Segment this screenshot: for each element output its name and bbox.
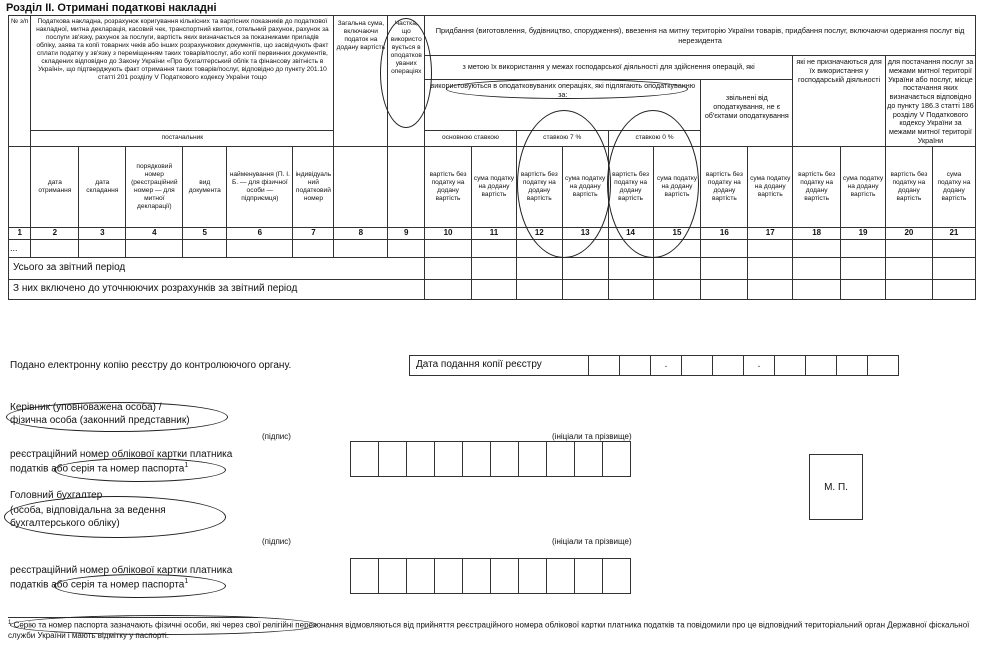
data-cell[interactable] (472, 239, 517, 257)
data-cell[interactable] (388, 239, 425, 257)
header-value-rate7: вартість без податку на додану вартість (516, 146, 562, 227)
date-digit-cell[interactable] (589, 356, 620, 375)
data-cell[interactable] (334, 239, 388, 257)
header-vat-basic: сума податку на додану вартість (472, 146, 517, 227)
header-supplier: постачальник (31, 130, 334, 146)
total-cell[interactable] (608, 257, 653, 279)
total-label: Усього за звітний період (9, 257, 425, 279)
chief-reg-number-boxes[interactable] (350, 558, 630, 594)
included-cell[interactable] (701, 279, 748, 299)
data-cell[interactable] (841, 239, 886, 257)
chief-label-line3: бухгалтерського обліку) (10, 518, 120, 529)
spacer-cell (334, 146, 388, 227)
head-label-line2: фізична особа (законний представник) (10, 415, 190, 426)
date-digit-cell[interactable] (713, 356, 744, 375)
date-digit-cell[interactable] (775, 356, 806, 375)
included-cell[interactable] (793, 279, 841, 299)
head-reg-line1: реєстраційний номер облікової картки платника (10, 449, 233, 460)
data-cell[interactable] (562, 239, 608, 257)
header-order-number: порядковий номер (реєстраційний номер — для митної декларації) (126, 146, 183, 227)
chief-signature-caption: (підпис) (262, 537, 291, 546)
column-number: 11 (472, 227, 517, 239)
header-value-rate0: вартість без податку на додану вартість (608, 146, 653, 227)
chief-label-line1: Головний бухгалтер (10, 490, 103, 501)
column-number: 18 (793, 227, 841, 239)
column-number: 3 (79, 227, 126, 239)
header-value-exempt: вартість без податку на додану вартість (701, 146, 748, 227)
total-cell[interactable] (516, 257, 562, 279)
register-table (8, 15, 976, 300)
data-cell[interactable] (885, 239, 932, 257)
head-signature-caption: (підпис) (262, 432, 291, 441)
date-digit-cell[interactable] (868, 356, 898, 375)
head-label-line1: Керівник (уповноважена особа) / (10, 402, 162, 413)
header-rate-7: ставкою 7 % (516, 130, 608, 146)
table-row (9, 239, 976, 257)
included-cell[interactable] (841, 279, 886, 299)
header-value-basic: вартість без податку на додану вартість (425, 146, 472, 227)
stamp-placeholder: М. П. (809, 454, 863, 520)
data-cell[interactable] (516, 239, 562, 257)
header-vat-rate0: сума податку на додану вартість (653, 146, 701, 227)
column-number: 1 (9, 227, 31, 239)
included-cell[interactable] (653, 279, 701, 299)
header-supplier-name: найменування (П. І. Б. — для фізичної особи — підприємця) (227, 146, 293, 227)
column-number: 19 (841, 227, 886, 239)
header-outside-territory: для постачання послуг за межами митної території України або послуг, місце постачання яких визначається відповідно до пункту 186.3 статті 186 розділу V Податкового кодексу України за межами митної території України (887, 57, 974, 146)
total-cell[interactable] (885, 257, 932, 279)
column-number: 8 (334, 227, 388, 239)
chief-initials-caption: (ініціали та прізвище) (552, 537, 632, 546)
included-cell[interactable] (748, 279, 793, 299)
header-supplier-ipn: індивідуальний податковий номер (293, 146, 334, 227)
header-document-description: Податкова накладна, розрахунок коригування кількісних та вартісних показників до податкової накладної, митна декларація, касовий чек, транспортний квиток, готельний рахунок, рахунок за послуги зв'язку, рахунок за послуги, вартість яких визначається за показниками приладів обліку, заява та копії товарних чеків або інших розрахункових документів, що засвідчують факт сплати податку у зв'язку з переміщенням таких товарів/послуг, або копії первинних документів, складених відповідно до Закону України «Про бухгалтерський облік та фінансову звітність в Україні», що підтверджують факт отримання таких товарів/послуг, відповідно до пункту 201.10 статті 201 розділу V Податкового кодексу України тощо (31, 16, 334, 131)
column-number: 20 (885, 227, 932, 239)
column-number: 5 (183, 227, 227, 239)
included-cell[interactable] (472, 279, 517, 299)
head-reg-line2: податків або серія та номер паспорта$^1$ (10, 462, 189, 475)
date-digit-cell[interactable] (620, 356, 651, 375)
column-number: 15 (653, 227, 701, 239)
header-num: № з/п (9, 16, 31, 147)
included-cell[interactable] (608, 279, 653, 299)
header-taxable-operations: використовуються в оподатковуваних операціях, які підлягають оподаткуванню за: (425, 80, 701, 131)
column-number: 7 (293, 227, 334, 239)
date-separator: . (744, 356, 775, 375)
section-title: Розділ ІІ. Отримані податкові накладні (6, 2, 217, 14)
header-not-economic: які не призначаються для їх використання у господарській діяльності (793, 56, 886, 147)
header-economic-activity: з метою їх використання у межах господарської діяльності для здійснення операцій, які (425, 56, 793, 80)
total-cell[interactable] (932, 257, 975, 279)
header-rate-0: ставкою 0 % (608, 130, 701, 146)
column-number: 13 (562, 227, 608, 239)
data-cell[interactable] (183, 239, 227, 257)
data-cell[interactable] (932, 239, 975, 257)
header-value-outside: вартість без податку на додану вартість (885, 146, 932, 227)
header-exempt: звільнені від оподаткування, не є об'єктами оподаткування (701, 80, 793, 147)
data-cell[interactable] (748, 239, 793, 257)
footnote: $^1$ Серію та номер паспорта зазначають фізичні особи, які через свої релігійні переконання відмовляються від прийняття реєстраційного номера облікової картки платника податків та повідомили про це відповідний територіальний орган Державної фіскальної служби України і мають відмітку у паспорті. (8, 620, 970, 641)
header-basic-rate: основною ставкою (425, 130, 517, 146)
data-cell[interactable] (701, 239, 748, 257)
included-cell[interactable] (516, 279, 562, 299)
head-initials-caption: (ініціали та прізвище) (552, 432, 632, 441)
submission-date-field[interactable] (409, 355, 899, 376)
included-row (9, 279, 976, 299)
total-cell[interactable] (653, 257, 701, 279)
header-total-amount: Загальна сума, включаючи податок на додану вартість (334, 16, 388, 147)
data-cell[interactable] (31, 239, 79, 257)
header-purchase: Придбання (виготовлення, будівництво, спорудження), ввезення на митну територію України товарів, придбання послуг, включаючи одержання послуг від нерезидента (425, 16, 976, 56)
data-cell[interactable] (126, 239, 183, 257)
column-number: 6 (227, 227, 293, 239)
column-number: 12 (516, 227, 562, 239)
chief-reg-line1: реєстраційний номер облікової картки платника (10, 565, 233, 576)
submission-text: Подано електронну копію реєстру до контролюючого органу. (10, 360, 292, 371)
column-number: 16 (701, 227, 748, 239)
date-digit-cell[interactable] (837, 356, 868, 375)
data-cell[interactable] (425, 239, 472, 257)
header-vat-outside: сума податку на додану вартість (932, 146, 975, 227)
header-date-received: дата отримання (31, 146, 79, 227)
total-row (9, 257, 976, 279)
header-vat-not-economic: сума податку на додану вартість (841, 146, 886, 227)
total-cell[interactable] (841, 257, 886, 279)
date-separator: . (651, 356, 682, 375)
header-vat-exempt: сума податку на додану вартість (748, 146, 793, 227)
data-cell[interactable] (793, 239, 841, 257)
dots-cell: ... (9, 239, 31, 257)
total-cell[interactable] (748, 257, 793, 279)
total-cell[interactable] (562, 257, 608, 279)
chief-reg-line2: податків або серія та номер паспорта$^1$ (10, 578, 189, 591)
header-vat-rate7: сума податку на додану вартість (562, 146, 608, 227)
total-cell[interactable] (793, 257, 841, 279)
column-numbers-row (9, 227, 976, 239)
submission-date-label: Дата подання копії реєстру (410, 356, 589, 375)
spacer-cell (388, 146, 425, 227)
header-part-used: Частка, що використовується в оподатковуваних операціях (388, 16, 425, 147)
date-digit-cell[interactable] (806, 356, 837, 375)
header-doc-type: вид документа (183, 146, 227, 227)
highlight-ellipse (4, 496, 226, 538)
included-cell[interactable] (932, 279, 975, 299)
date-digit-cell[interactable] (682, 356, 713, 375)
chief-label-line2: (особа, відповідальна за ведення (10, 505, 166, 516)
spacer-cell (9, 146, 31, 227)
column-number: 17 (748, 227, 793, 239)
column-number: 14 (608, 227, 653, 239)
column-number: 10 (425, 227, 472, 239)
column-number: 2 (31, 227, 79, 239)
total-cell[interactable] (701, 257, 748, 279)
total-cell[interactable] (472, 257, 517, 279)
header-date-made: дата складання (79, 146, 126, 227)
data-cell[interactable] (227, 239, 293, 257)
column-number: 21 (932, 227, 975, 239)
data-cell[interactable] (608, 239, 653, 257)
included-cell[interactable] (562, 279, 608, 299)
included-label: З них включено до уточнюючих розрахунків за звітний період (9, 279, 425, 299)
footnote-separator (8, 617, 258, 618)
total-cell[interactable] (425, 257, 472, 279)
data-cell[interactable] (293, 239, 334, 257)
column-number: 9 (388, 227, 425, 239)
data-cell[interactable] (79, 239, 126, 257)
head-reg-number-boxes[interactable] (350, 441, 630, 477)
header-value-not-economic: вартість без податку на додану вартість (793, 146, 841, 227)
data-cell[interactable] (653, 239, 701, 257)
column-number: 4 (126, 227, 183, 239)
included-cell[interactable] (425, 279, 472, 299)
included-cell[interactable] (885, 279, 932, 299)
